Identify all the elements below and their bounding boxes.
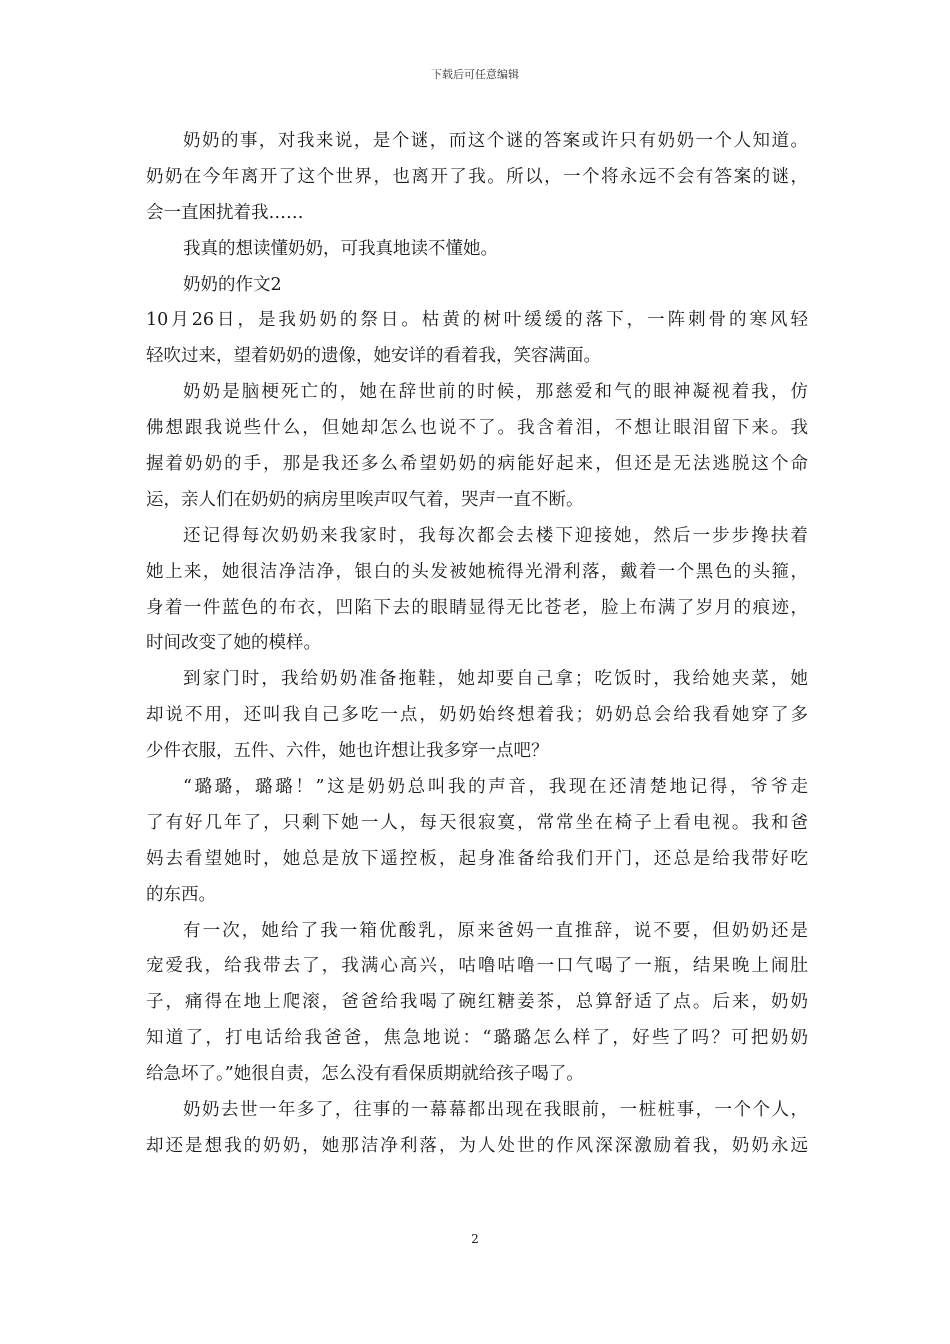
text-line: 到家门时，我给奶奶准备拖鞋，她却要自己拿；吃饭时，我给她夹菜，她 xyxy=(183,669,808,690)
text-line: “璐璐，璐璐！”这是奶奶总叫我的声音，我现在还清楚地记得，爷爷走 xyxy=(183,777,808,798)
text-line: 她上来，她很洁净洁净，银白的头发被她梳得光滑利落，戴着一个黑色的头箍， xyxy=(146,561,808,582)
text-line: 奶奶去世一年多了，往事的一幕幕都出现在我眼前，一桩桩事，一个个人， xyxy=(183,1100,808,1121)
text-line: 宠爱我，给我带去了，我满心高兴，咕噜咕噜一口气喝了一瓶，结果晚上闹肚 xyxy=(146,956,808,977)
document-body xyxy=(146,124,808,1165)
text-line: 我真的想读懂奶奶，可我真地读不懂她。 xyxy=(183,238,498,259)
page-header: 下载后可任意编辑 xyxy=(431,68,519,81)
text-line: 还记得每次奶奶来我家时，我每次都会去楼下迎接她，然后一步步搀扶着 xyxy=(183,525,808,546)
text-line: 给急坏了。”她很自责，怎么没有看保质期就给孩子喝了。 xyxy=(146,1064,584,1085)
text-line: 奶奶的作文2 xyxy=(183,274,282,295)
text-line: 的东西。 xyxy=(146,884,216,905)
text-line: 会一直困扰着我…… xyxy=(146,202,304,223)
text-line: 子，痛得在地上爬滚，爸爸给我喝了碗红糖姜茶，总算舒适了点。后来，奶奶 xyxy=(146,992,808,1013)
text-line: 了有好几年了，只剩下她一人，每天很寂寞，常常坐在椅子上看电视。我和爸 xyxy=(146,812,808,833)
text-line: 知道了，打电话给我爸爸，焦急地说：“璐璐怎么样了，好些了吗？可把奶奶 xyxy=(146,1028,808,1049)
text-line: 身着一件蓝色的布衣，凹陷下去的眼睛显得无比苍老，脸上布满了岁月的痕迹， xyxy=(146,597,808,618)
text-line: 少件衣服，五件、六件，她也许想让我多穿一点吧？ xyxy=(146,741,549,762)
text-line: 奶奶是脑梗死亡的，她在辞世前的时候，那慈爱和气的眼神凝视着我，仿 xyxy=(183,382,808,403)
text-line: 却说不用，还叫我自己多吃一点，奶奶始终想着我；奶奶总会给我看她穿了多 xyxy=(146,705,808,726)
text-line: 佛想跟我说些什么，但她却怎么也说不了。我含着泪，不想让眼泪留下来。我 xyxy=(146,418,808,439)
text-line: 奶奶在今年离开了这个世界，也离开了我。所以，一个将永远不会有答案的谜， xyxy=(146,166,808,187)
text-line: 有一次，她给了我一箱优酸乳，原来爸妈一直推辞，说不要，但奶奶还是 xyxy=(183,920,808,941)
page-number: 2 xyxy=(471,1232,479,1246)
text-line: 奶奶的事，对我来说，是个谜，而这个谜的答案或许只有奶奶一个人知道。 xyxy=(183,131,808,151)
text-line: 10月26日，是我奶奶的祭日。枯黄的树叶缓缓的落下，一阵刺骨的寒风轻 xyxy=(146,310,808,331)
text-line: 却还是想我的奶奶，她那洁净利落，为人处世的作风深深激励着我，奶奶永远 xyxy=(146,1135,808,1156)
text-line: 轻吹过来，望着奶奶的遗像，她安详的看着我，笑容满面。 xyxy=(146,346,601,367)
text-line: 运，亲人们在奶奶的病房里唉声叹气着，哭声一直不断。 xyxy=(146,489,584,510)
text-line: 握着奶奶的手，那是我还多么希望奶奶的病能好起来，但还是无法逃脱这个命 xyxy=(146,454,808,475)
text-line: 妈去看望她时，她总是放下遥控板，起身准备给我们开门，还总是给我带好吃 xyxy=(146,848,808,869)
text-line: 时间改变了她的模样。 xyxy=(146,633,321,654)
